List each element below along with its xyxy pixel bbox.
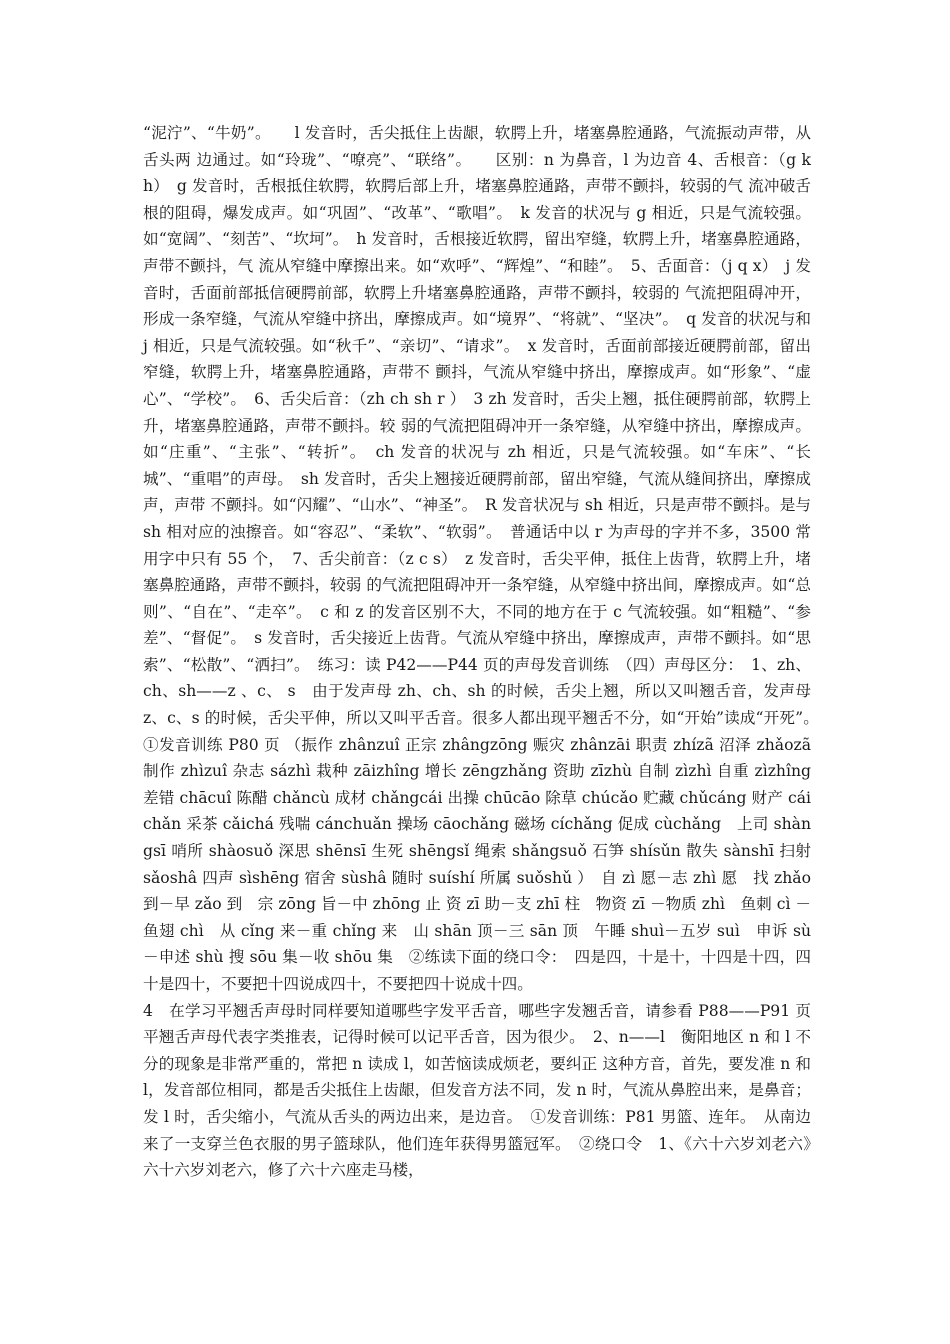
body-paragraph-retroflex-practice: 4 在学习平翘舌声母时同样要知道哪些字发平舌音，哪些字发翘舌音，请参看 P88——P91 页平翘舌声母代表字类推表，记得时候可以记平舌音，因为很少。 2、n——l 衡阳地区 n 和 l 不分的现象是非常严重的，常把 n 读成 l，如苦恼读成烦老，要纠正 这种方音，首先，要发准 n 和 l，发音部位相同，都是舌尖抵住上齿龈，但发音方法不同，发 n 时，气流从鼻腔出来，是鼻音；发 l 时，舌尖缩小，气流从舌头的两边出来，是边音。 ①发音训练：P81 男篮、连年。 从南边来了一支穿兰色衣服的男子篮球队，他们连年获得男篮冠军。 ②绕口令 1、《六十六岁刘老六》 六十六岁刘老六，修了六十六座走马楼， bbox=[143, 1001, 827, 1180]
body-paragraph-initials: “泥泞”、“牛奶”。 l 发音时，舌尖抵住上齿龈，软腭上升，堵塞鼻腔通路，气流振动声带，从舌头两 边通过。如“玲珑”、“嘹亮”、“联络”。 区别：n 为鼻音，l 为边音 4、舌根音：（g k h） g 发音时，舌根抵住软腭，软腭后部上升，堵塞鼻腔通路，声带不颤抖，较弱的气 流冲破舌根的阻碍，爆发成声。如“巩固”、“改革”、“歌唱”。 k 发音的状况与 g 相近，只是气流较强。如“宽阔”、“刻苦”、“坎坷”。 h 发音时，舌根接近软腭，留出窄缝，软腭上升，堵塞鼻腔通路，声带不颤抖，气 流从窄缝中摩擦出来。如“欢呼”、“辉煌”、“和睦”。 5、舌面音：（j q x） j 发音时，舌面前部抵信硬腭前部，软腭上升堵塞鼻腔通路，声带不颤抖，较弱的 气流把阻碍冲开，形成一条窄缝，气流从窄缝中挤出，摩擦成声。如“境界”、“将就”、“坚决”。 q 发音的状况与和 j 相近，只是气流较强。如“秋千”、“亲切”、“请求”。 x 发音时，舌面前部接近硬腭前部，留出窄缝，软腭上升，堵塞鼻腔通路，声带不 颤抖，气流从窄缝中挤出，摩擦成声。如“形象”、“虚心”、“学校”。 6、舌尖后音：（zh ch sh r ） 3 zh 发音时，舌尖上翘，抵住硬腭前部，软腭上升，堵塞鼻腔通路，声带不颤抖。较 弱的气流把阻碍冲开一条窄缝，从窄缝中挤出，摩擦成声。如“庄重”、“主张”、“转折”。 ch 发音的状况与 zh 相近，只是气流较强。如“车床”、“长城”、“重唱”的声母。 sh 发音时，舌尖上翘接近硬腭前部，留出窄缝，气流从缝间挤出，摩擦成声，声带 不颤抖。如“闪耀”、“山水”、“神圣”。 R 发音状况与 sh 相近，只是声带不颤抖。是与 sh 相对应的浊擦音。如“容忍”、“柔软”、“软弱”。 普通话中以 r 为声母的字并不多，3500 常用字中只有 55 个， 7、舌尖前音：（z c s） z 发音时，舌尖平伸，抵住上齿背，软腭上升，堵塞鼻腔通路，声带不颤抖，较弱 的气流把阻碍冲开一条窄缝，从窄缝中挤出间，摩擦成声。如“总则”、“自在”、“走卒”。 c 和 z 的发音区别不大，不同的地方在于 c 气流较强。如“粗糙”、“参差”、“督促”。 s 发音时，舌尖接近上齿背。气流从窄缝中挤出，摩擦成声，声带不颤抖。如“思 索”、“松散”、“洒扫”。 练习：读 P42——P44 页的声母发音训练 （四）声母区分： 1、zh、ch、sh——z 、c、 s 由于发声母 zh、ch、sh 的时候，舌尖上翘，所以又叫翘舌音，发声母 z、c、s 的时候，舌尖平伸，所以又叫平舌音。很多人都出现平翘舌不分，如“开始”读成“开死”。 ①发音训练 P80 页 （振作 zhânzuî 正宗 zhângzōng 赈灾 zhânzāi 职责 zhízã 沼泽 zhǎozã 制作 zhìzuî 杂志 sázhì 栽种 zāizhîng 增长 zēngzhǎng 资助 zīzhù 自制 zìzhì 自重 zìzhîng 差错 chācuî 陈醋 chǎncù 成材 chǎngcái 出操 chūcāo 除草 chúcǎo 贮藏 chǔcáng 财产 cáichǎn 采茶 cǎichá 残喘 cánchuǎn 操场 cāochǎng 磁场 cíchǎng 促成 cùchǎng 上司 shàngsī 哨所 shàosuǒ 深思 shēnsī 生死 shēngsǐ 绳索 shǎngsuǒ 石笋 shísǔn 散失 sànshī 扫射 sǎoshâ 四声 sìshēng 宿舍 sùshâ 随时 suíshí 所属 suǒshǔ ） 自 zì 愿－志 zhì 愿 找 zhǎo 到－早 zǎo 到 宗 zōng 旨－中 zhōng 止 资 zī 助－支 zhī 柱 物资 zī －物质 zhì 鱼刺 cì －鱼翅 chì 从 cǐng 来－重 chǐng 来 山 shān 顶－三 sān 顶 午睡 shuì－五岁 suì 申诉 sù －申述 shù 搜 sōu 集－收 shōu 集 ②练读下面的绕口令： 四是四，十是十，十四是十四，四十是四十，不要把十四说成四十，不要把四十说成十四。 bbox=[143, 124, 827, 993]
document-body bbox=[143, 120, 827, 1184]
